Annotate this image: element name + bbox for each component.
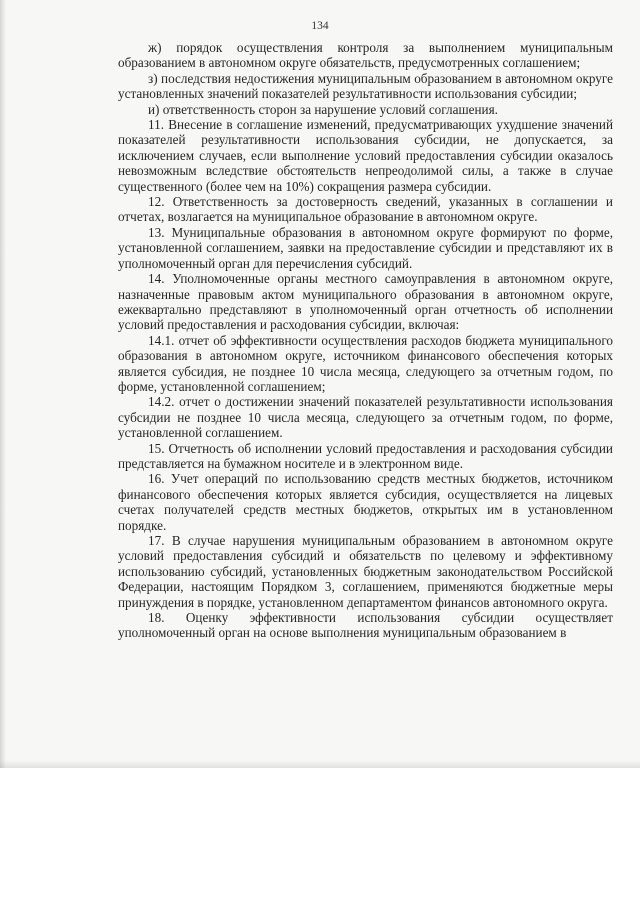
paragraph-18: 18. Оценку эффективности использования субсидии осуществляет уполномоченный орган на основе выполнения муниципальным образованием в <box>118 610 613 641</box>
paragraph-16: 16. Учет операций по использованию средств местных бюджетов, источником финансового обеспечения которых является субсидия, осуществляется на лицевых счетах получателей средств местных бюджетов, открытых им в установленном порядке. <box>118 471 613 533</box>
paragraph-item-z: з) последствия недостижения муниципальным образованием в автономном округе установленных значений показателей результативности использования субсидии; <box>118 70 613 102</box>
paragraph-item-zh: ж) порядок осуществления контроля за выполнением муниципальным образованием в автономном округе обязательств, предусмотренных соглашением; <box>118 40 613 71</box>
scan-bottom-shadow <box>0 760 640 768</box>
blank-area <box>0 768 640 905</box>
document-body <box>118 40 613 641</box>
paragraph-14-2: 14.2. отчет о достижении значений показателей результативности использования субсидии не позднее 10 числа месяца, следующего за отчетным годом, по форме, установленной соглашением. <box>118 394 613 441</box>
paragraph-11: 11. Внесение в соглашение изменений, предусматривающих ухудшение значений показателей результативности использования субсидии, не допускается, за исключением случаев, если выполнение условий предоставления субсидии оказалось невозможным вследствие обстоятельств непреодолимой силы, а также в случае существенного (более чем на 10%) сокращения размера субсидии. <box>118 117 613 194</box>
scan-left-edge <box>0 0 6 768</box>
paragraph-15: 15. Отчетность об исполнении условий предоставления и расходования субсидии представляется на бумажном носителе и в электронном виде. <box>118 440 613 471</box>
paragraph-13: 13. Муниципальные образования в автономном округе формируют по форме, установленной соглашением, заявки на предоставление субсидии и представляют их в уполномоченный орган для перечисления субсидий. <box>118 224 613 271</box>
paragraph-14-1: 14.1. отчет об эффективности осуществления расходов бюджета муниципального образования в автономном округе, источником финансового обеспечения которых является субсидия, не позднее 10 числа месяца, следующего за отчетным годом, по форме, установленной соглашением; <box>118 332 613 394</box>
paragraph-12: 12. Ответственность за достоверность сведений, указанных в соглашении и отчетах, возлагается на муниципальное образование в автономном округе. <box>118 194 613 225</box>
paragraph-17: 17. В случае нарушения муниципальным образованием в автономном округе условий предоставления субсидий и обязательств по целевому и эффективному использованию субсидий, установленных бюджетным законодательством Российской Федерации, настоящим Порядком 3, соглашением, применяются бюджетные меры принуждения в порядке, установленном департаментом финансов автономного округа. <box>118 533 613 610</box>
page-number: 134 <box>311 20 329 32</box>
paragraph-item-i: и) ответственность сторон за нарушение условий соглашения. <box>148 101 498 117</box>
paragraph-14: 14. Уполномоченные органы местного самоуправления в автономном округе, назначенные правовым актом муниципального образования в автономном округе, ежеквартально представляют в уполномоченный орган отчетность об исполнении условий предоставления и расходования субсидии, включая: <box>118 271 613 333</box>
